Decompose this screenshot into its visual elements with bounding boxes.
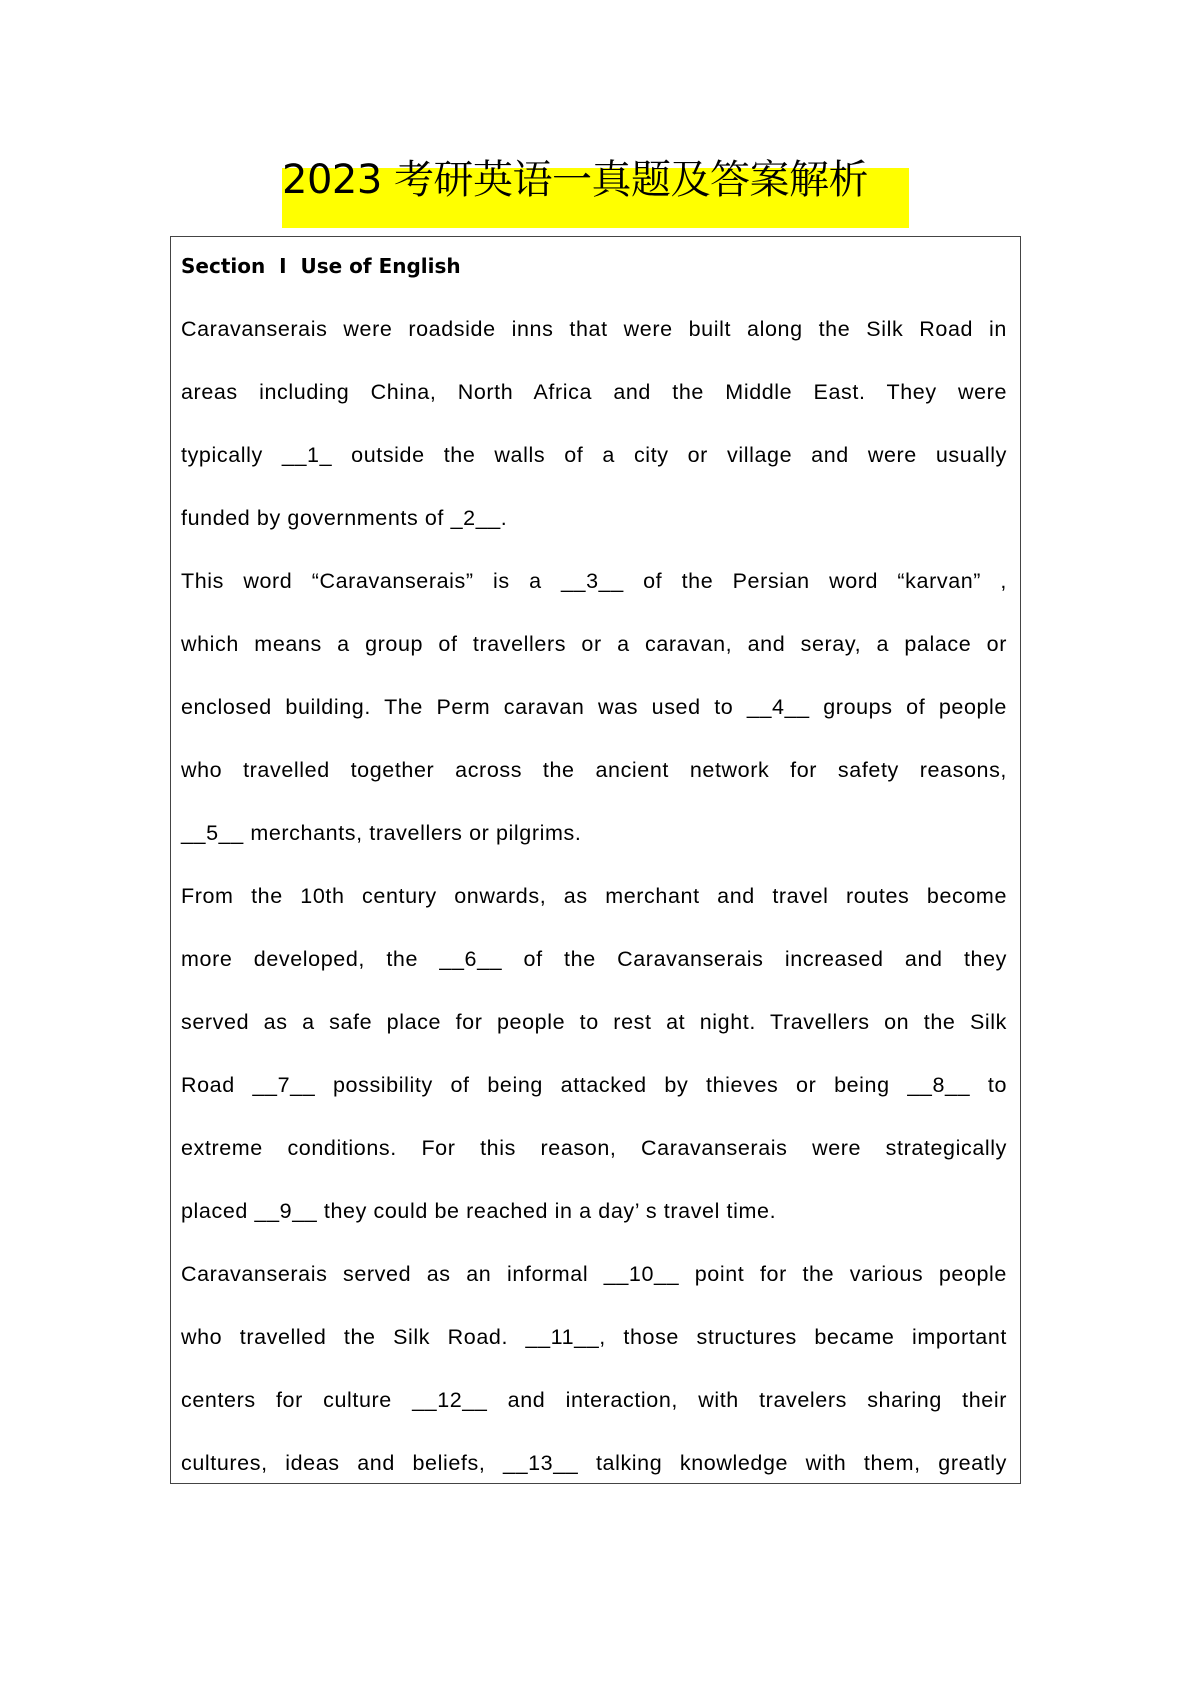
page-title: 2023 考研英语一真题及答案解析 xyxy=(282,157,869,203)
passage-line: who travelled the Silk Road. __11__, those structures became important xyxy=(181,1325,1007,1349)
passage-line: placed __9__ they could be reached in a day’ s travel time. xyxy=(181,1199,777,1223)
passage-line: centers for culture __12__ and interaction, with travelers sharing their xyxy=(181,1388,1007,1412)
passage-line: This word “Caravanserais” is a __3__ of the Persian word “karvan” , xyxy=(181,569,1007,593)
passage-line: who travelled together across the ancient network for safety reasons, xyxy=(181,758,1007,782)
passage-line: more developed, the __6__ of the Caravanserais increased and they xyxy=(181,947,1007,971)
passage-content xyxy=(181,235,1007,1495)
passage-line: Road __7__ possibility of being attacked by thieves or being __8__ to xyxy=(181,1073,1007,1097)
passage-line: funded by governments of _2__. xyxy=(181,506,508,530)
passage-line: From the 10th century onwards, as merchant and travel routes become xyxy=(181,884,1007,908)
passage-line: areas including China, North Africa and the Middle East. They were xyxy=(181,380,1007,404)
passage-line: Caravanserais were roadside inns that were built along the Silk Road in xyxy=(181,317,1007,341)
passage-line: extreme conditions. For this reason, Caravanserais were strategically xyxy=(181,1136,1007,1160)
passage-line: __5__ merchants, travellers or pilgrims. xyxy=(181,821,582,845)
section-heading: Section Ⅰ Use of English xyxy=(181,254,461,278)
passage-line: served as a safe place for people to rest at night. Travellers on the Silk xyxy=(181,1010,1007,1034)
passage-line: typically __1_ outside the walls of a city or village and were usually xyxy=(181,443,1007,467)
passage-line: enclosed building. The Perm caravan was used to __4__ groups of people xyxy=(181,695,1007,719)
passage-line: which means a group of travellers or a caravan, and seray, a palace or xyxy=(181,632,1007,656)
passage-line: cultures, ideas and beliefs, __13__ talking knowledge with them, greatly xyxy=(181,1451,1007,1475)
passage-line: Caravanserais served as an informal __10__ point for the various people xyxy=(181,1262,1007,1286)
